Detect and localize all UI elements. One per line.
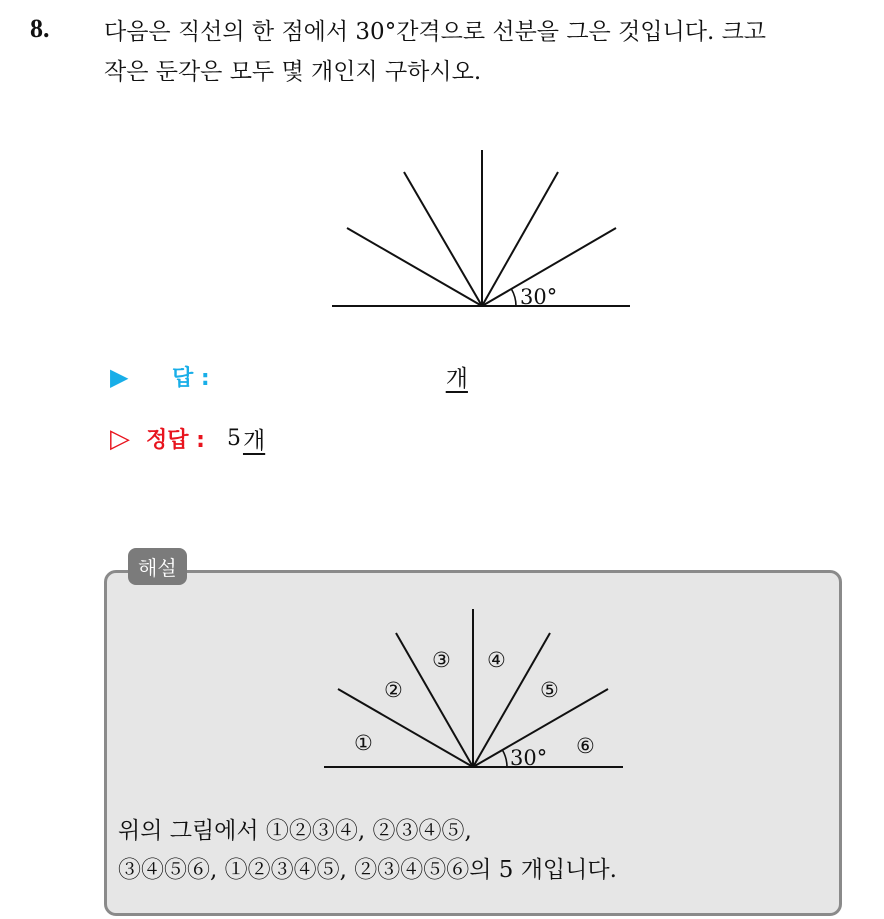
explanation-text: 위의 그림에서 ①②③④, ②③④⑤, ③④⑤⑥, ①②③④⑤, ②③④⑤⑥의 5 개입니다. bbox=[118, 818, 617, 883]
explanation-figure bbox=[320, 605, 630, 775]
angle-arc bbox=[511, 289, 516, 306]
region-label-5: ⑤ bbox=[540, 678, 559, 702]
answer-unit: 개 bbox=[445, 366, 468, 392]
region-label-3: ③ bbox=[432, 648, 451, 672]
ray-150 bbox=[347, 228, 482, 306]
region-label-6: ⑥ bbox=[576, 734, 595, 758]
angle-label: 30° bbox=[520, 285, 558, 309]
answer-row bbox=[110, 360, 468, 393]
correct-answer-row bbox=[110, 422, 265, 455]
question-figure bbox=[330, 148, 635, 313]
explanation-tab: 해설 bbox=[128, 548, 187, 585]
ray-120 bbox=[404, 172, 482, 306]
question-text: 다음은 직선의 한 점에서 30°간격으로 선분을 그은 것입니다. 크고 작은 둔각은 모두 몇 개인지 구하시오. bbox=[104, 19, 767, 85]
angle-arc bbox=[502, 750, 507, 767]
correct-answer-label: 정답 : bbox=[146, 428, 205, 453]
region-label-4: ④ bbox=[487, 648, 506, 672]
play-triangle-icon: ▶ bbox=[110, 362, 129, 391]
region-label-1: ① bbox=[354, 731, 373, 755]
region-label-2: ② bbox=[384, 678, 403, 702]
answer-label: 답 : bbox=[172, 366, 210, 391]
outline-triangle-icon: ▷ bbox=[110, 423, 130, 454]
correct-answer-unit: 개 bbox=[242, 428, 266, 454]
angle-label: 30° bbox=[510, 746, 548, 770]
question-number: 8. bbox=[30, 14, 50, 43]
correct-answer-value: 5 bbox=[226, 426, 241, 451]
ray-150 bbox=[338, 689, 473, 767]
